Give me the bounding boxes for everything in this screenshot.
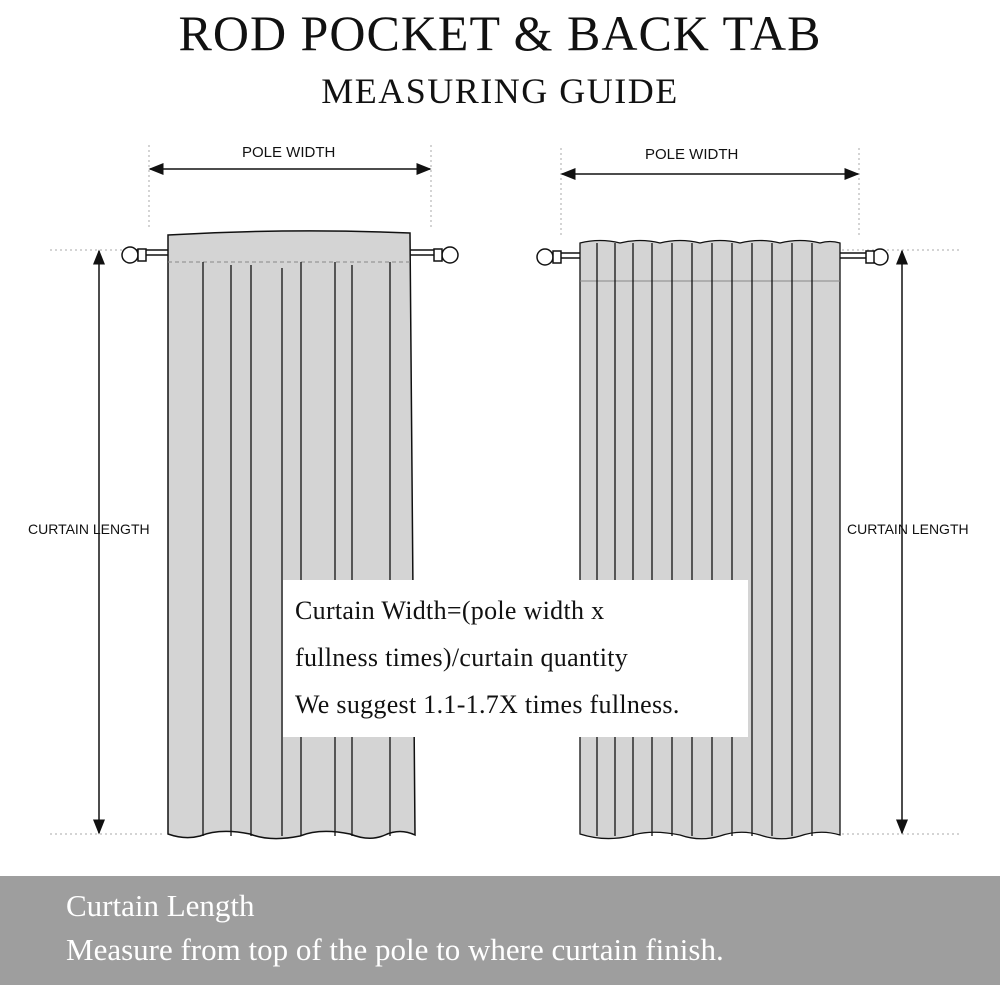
curtain-length-label-right: CURTAIN LENGTH: [847, 521, 969, 537]
footer-heading: Curtain Length: [66, 888, 255, 923]
footer-band: [0, 876, 1000, 985]
page-title: ROD POCKET & BACK TAB: [178, 5, 822, 61]
page-subtitle: MEASURING GUIDE: [321, 71, 679, 111]
pole-width-label-left: POLE WIDTH: [242, 144, 336, 161]
formula-line-3: We suggest 1.1-1.7X times fullness.: [295, 690, 680, 719]
curtain-length-label-left: CURTAIN LENGTH: [28, 521, 150, 537]
formula-line-1: Curtain Width=(pole width x: [295, 596, 605, 625]
rod-pocket-curtain: [168, 231, 415, 839]
back-tab-curtain: [580, 241, 840, 839]
pole-width-label-right: POLE WIDTH: [645, 146, 739, 163]
formula-box: [283, 580, 748, 737]
formula-line-2: fullness times)/curtain quantity: [295, 643, 629, 672]
footer-text: Measure from top of the pole to where curtain finish.: [66, 932, 724, 967]
